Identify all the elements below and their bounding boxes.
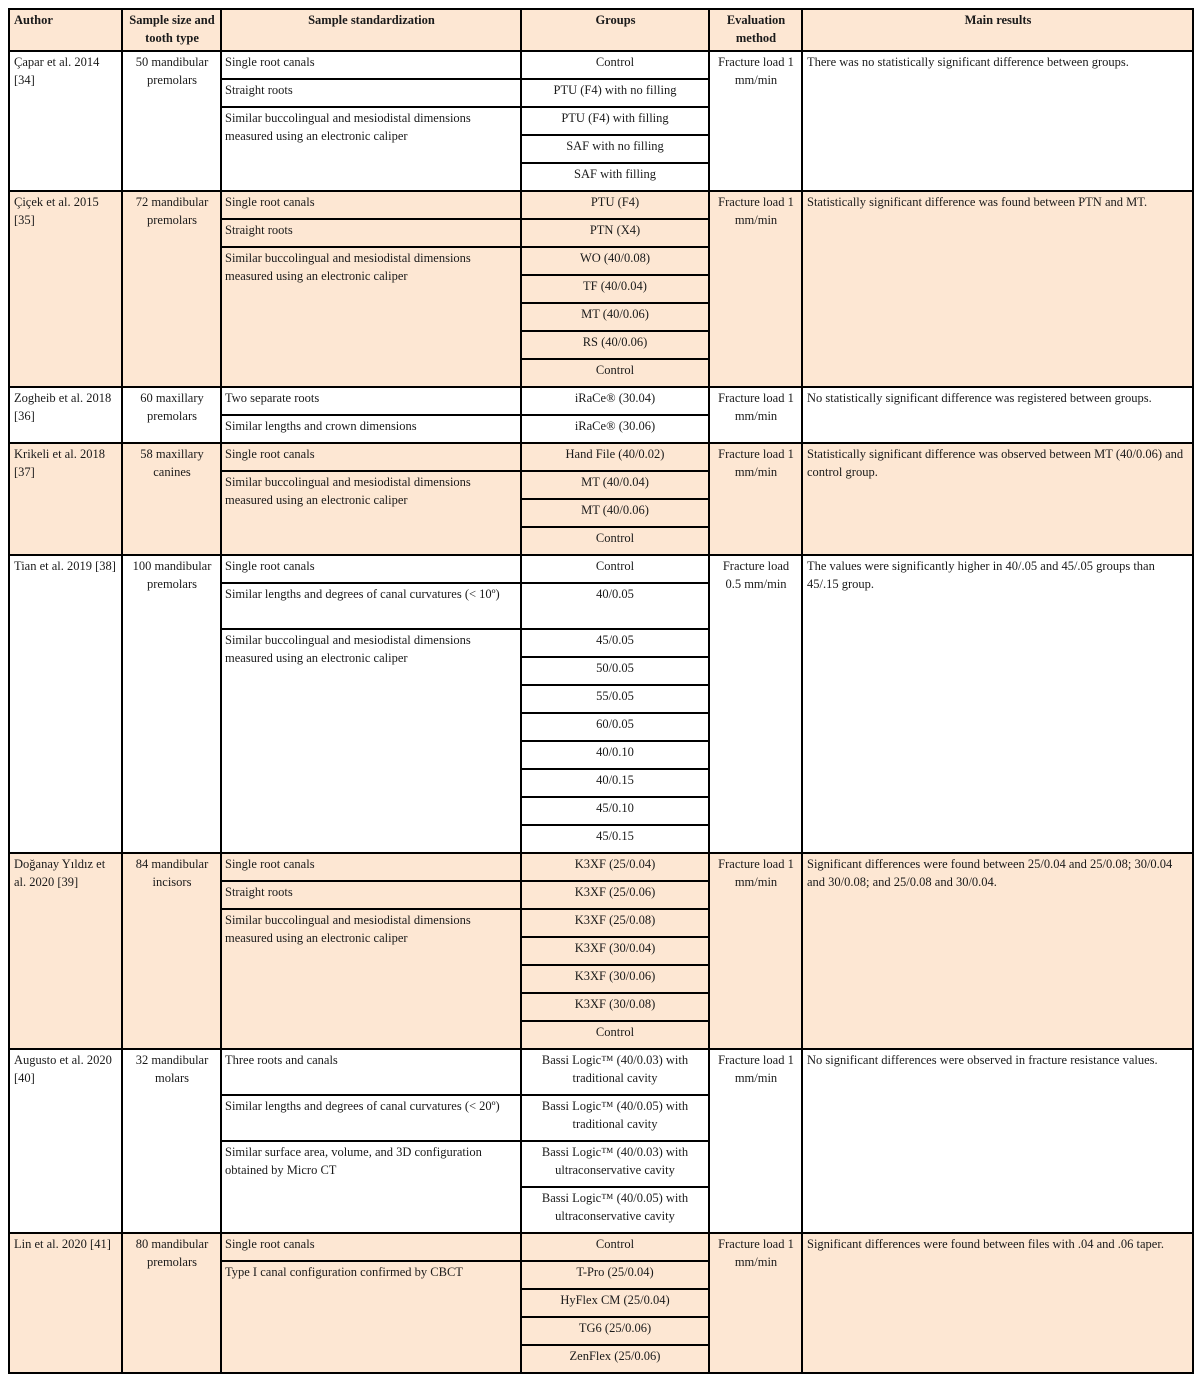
group-item: K3XF (30/0.04) [522,937,708,965]
group-item: 45/0.10 [522,797,708,825]
standardization-item: Single root canals [225,55,315,69]
group-item: 60/0.05 [522,713,708,741]
sample-cell: 72 mandibular premolars [122,191,221,387]
author-cell: Tian et al. 2019 [38] [9,555,122,853]
result-cell: Statistically significant difference was found between PTN and MT. [802,191,1193,387]
table-row [9,387,1193,443]
result-cell: Significant differences were found between 25/0.04 and 25/0.08; 30/0.04 and 30/0.08; and 25/0.08 and 30/0.04. [802,853,1193,1049]
group-item: PTU (F4) with no filling [522,79,708,107]
group-item: 45/0.05 [522,629,708,657]
group-item: iRaCe® (30.06) [522,415,708,442]
group-item: Control [522,1234,708,1261]
evaluation-cell: Fracture load 1 mm/min [709,853,802,1049]
header-results: Main results [802,9,1193,51]
sample-cell: 80 mandibular premolars [122,1233,221,1373]
groups-cell [521,443,709,555]
standardization-item: Similar lengths and degrees of canal curvatures (< 10º) [222,583,520,629]
sample-cell: 100 mandibular premolars [122,555,221,853]
result-cell: Significant differences were found between files with .04 and .06 taper. [802,1233,1193,1373]
header-evaluation: Evaluation method [709,9,802,51]
group-item: PTN (X4) [522,219,708,247]
standardization-cell [221,51,521,191]
group-item: MT (40/0.04) [522,471,708,499]
group-item: HyFlex CM (25/0.04) [522,1289,708,1317]
table-row [9,555,1193,853]
table-row [9,191,1193,387]
group-item: K3XF (25/0.06) [522,881,708,909]
table-row [9,853,1193,1049]
group-item: Bassi Logic™ (40/0.05) with traditional cavity [522,1095,708,1141]
group-item: Control [522,527,708,554]
group-item: PTU (F4) with filling [522,107,708,135]
groups-cell [521,1233,709,1373]
author-cell: Çapar et al. 2014 [34] [9,51,122,191]
groups-cell [521,387,709,443]
author-cell: Augusto et al. 2020 [40] [9,1049,122,1233]
groups-cell [521,51,709,191]
group-item: Bassi Logic™ (40/0.03) with traditional cavity [541,1053,689,1085]
table-row [9,443,1193,555]
standardization-item: Single root canals [222,444,520,471]
result-cell: Statistically significant difference was observed between MT (40/0.06) and control group. [802,443,1193,555]
standardization-cell [221,191,521,387]
standardization-cell [221,853,521,1049]
standardization-item: Similar lengths and crown dimensions [222,415,520,442]
header-sample-size: Sample size and tooth type [122,9,221,51]
header-author: Author [9,9,122,51]
group-item: 40/0.05 [522,583,708,629]
table-row [9,1233,1193,1373]
evaluation-cell: Fracture load 1 mm/min [709,443,802,555]
sample-cell: 32 mandibular molars [122,1049,221,1233]
group-item: Hand File (40/0.02) [522,444,708,471]
group-item: SAF with filling [522,163,708,190]
group-item: 45/0.15 [522,825,708,852]
sample-cell: 50 mandibular premolars [122,51,221,191]
author-cell: Çiçek et al. 2015 [35] [9,191,122,387]
standardization-item: Two separate roots [225,391,320,405]
result-cell: No significant differences were observed in fracture resistance values. [802,1049,1193,1233]
table-row [9,1049,1193,1233]
sample-cell: 84 mandibular incisors [122,853,221,1049]
table-row [9,51,1193,191]
group-item: K3XF (30/0.06) [522,965,708,993]
groups-cell [521,853,709,1049]
author-cell: Lin et al. 2020 [41] [9,1233,122,1373]
group-item: SAF with no filling [522,135,708,163]
group-item: Bassi Logic™ (40/0.03) with ultraconservative cavity [522,1141,708,1187]
group-item: PTU (F4) [522,192,708,219]
group-item: 40/0.15 [522,769,708,797]
author-cell: Doğanay Yıldız et al. 2020 [39] [9,853,122,1049]
standardization-item: Single root canals [222,854,520,881]
evaluation-cell: Fracture load 1 mm/min [709,1049,802,1233]
group-item: iRaCe® (30.04) [574,391,656,405]
group-item: 55/0.05 [522,685,708,713]
standardization-item: Single root canals [222,192,520,219]
standardization-item: Three roots and canals [225,1053,338,1067]
group-item: TF (40/0.04) [522,275,708,303]
group-item: MT (40/0.06) [522,499,708,527]
group-item: K3XF (30/0.08) [522,993,708,1021]
result-cell: No statistically significant difference was registered between groups. [802,387,1193,443]
evaluation-cell: Fracture load 1 mm/min [709,51,802,191]
standardization-cell [221,555,521,853]
studies-table [8,8,1194,1374]
standardization-cell [221,387,521,443]
groups-cell [521,1049,709,1233]
standardization-item: Similar buccolingual and mesiodistal dimensions measured using an electronic caliper [222,471,520,513]
standardization-item: Straight roots [222,219,520,247]
sample-cell: 58 maxillary canines [122,443,221,555]
evaluation-cell: Fracture load 1 mm/min [709,387,802,443]
groups-cell [521,191,709,387]
header-groups: Groups [521,9,709,51]
groups-cell [521,555,709,853]
evaluation-cell: Fracture load 1 mm/min [709,1233,802,1373]
header-row [9,9,1193,51]
group-item: K3XF (25/0.08) [522,909,708,937]
result-cell: The values were significantly higher in 40/.05 and 45/.05 groups than 45/.15 group. [802,555,1193,853]
standardization-item: Single root canals [225,559,315,573]
header-standardization: Sample standardization [221,9,521,51]
standardization-item: Similar buccolingual and mesiodistal dimensions measured using an electronic caliper [222,107,520,149]
standardization-item: Similar surface area, volume, and 3D configuration obtained by Micro CT [222,1141,520,1183]
standardization-cell [221,1233,521,1373]
evaluation-cell: Fracture load 0.5 mm/min [709,555,802,853]
standardization-item: Straight roots [222,79,520,107]
sample-cell: 60 maxillary premolars [122,387,221,443]
group-item: Control [595,559,635,573]
group-item: Bassi Logic™ (40/0.05) with ultraconservative cavity [522,1187,708,1232]
group-item: Control [522,359,708,386]
result-cell: There was no statistically significant difference between groups. [802,51,1193,191]
group-item: K3XF (25/0.04) [522,854,708,881]
group-item: T-Pro (25/0.04) [522,1261,708,1289]
group-item: Control [522,1021,708,1048]
standardization-item: Similar lengths and degrees of canal curvatures (< 20º) [222,1095,520,1141]
standardization-item: Similar buccolingual and mesiodistal dimensions measured using an electronic caliper [222,909,520,951]
author-cell: Zogheib et al. 2018 [36] [9,387,122,443]
evaluation-cell: Fracture load 1 mm/min [709,191,802,387]
group-item: 50/0.05 [522,657,708,685]
group-item: ZenFlex (25/0.06) [522,1345,708,1372]
group-item: WO (40/0.08) [522,247,708,275]
standardization-cell [221,443,521,555]
standardization-cell [221,1049,521,1233]
group-item: Control [595,55,635,69]
group-item: TG6 (25/0.06) [522,1317,708,1345]
group-item: MT (40/0.06) [522,303,708,331]
author-cell: Krikeli et al. 2018 [37] [9,443,122,555]
group-item: RS (40/0.06) [522,331,708,359]
standardization-item: Single root canals [222,1234,520,1261]
standardization-item: Similar buccolingual and mesiodistal dimensions measured using an electronic caliper [222,247,520,289]
group-item: 40/0.10 [522,741,708,769]
standardization-item: Type I canal configuration confirmed by CBCT [222,1261,520,1285]
standardization-item: Similar buccolingual and mesiodistal dimensions measured using an electronic caliper [222,629,520,671]
standardization-item: Straight roots [222,881,520,909]
